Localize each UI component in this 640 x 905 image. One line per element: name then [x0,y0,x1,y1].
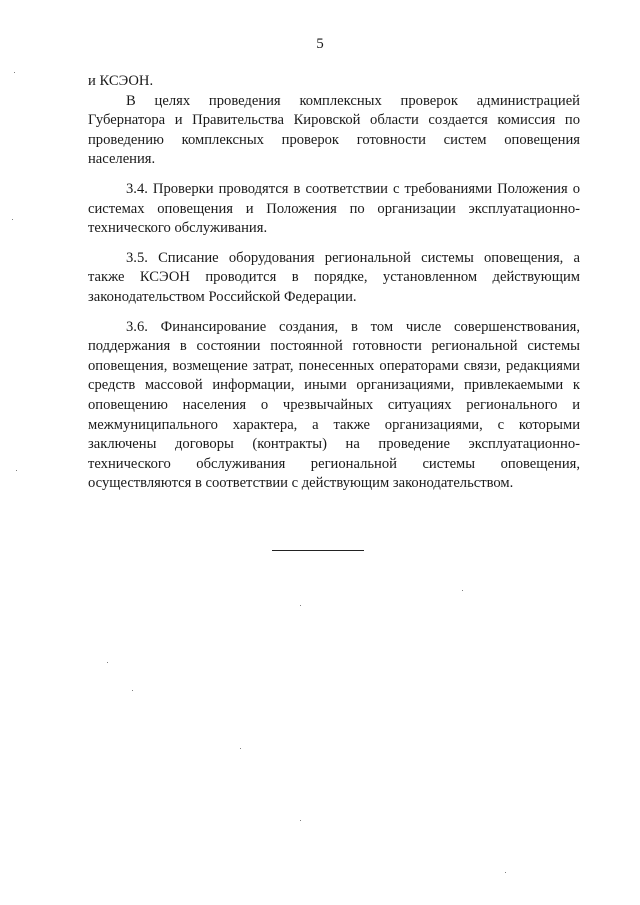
end-of-text-rule [272,550,364,551]
document-body [88,72,580,494]
paragraph-3-4: 3.4. Проверки проводятся в соответствии с требованиями Положения о системах оповещения и Положения по организации эксплуатационно-технического обслуживания. [88,180,580,237]
scan-speck [505,872,506,873]
scan-speck [16,470,17,471]
scan-speck [14,72,15,73]
page-number: 5 [316,36,324,52]
scan-speck [240,748,241,749]
scan-speck [300,820,301,821]
scan-speck [12,219,13,220]
scan-speck [300,605,301,606]
paragraph-3-5: 3.5. Списание оборудования региональной системы оповещения, а также КСЭОН проводится в порядке, установленном действующим законодательством Российской Федерации. [88,249,580,305]
paragraph-continuation: и КСЭОН. [88,73,154,89]
paragraph-3-6: 3.6. Финансирование создания, в том числе совершенствования, поддержания в состоянии постоянной готовности региональной системы оповещения, возмещение затрат, понесенных операторами связи, редакциями средств массовой информации, иными организациями, привлекаемыми к оповещению населения о чрезвычайных ситуациях регионального и межмуниципального характера, а также организациями, с которыми заключены договоры (контракты) на проведение эксплуатационно-технического обслуживания региональной системы оповещения, осуществляются в соответствии с действующим законодательством. [88,318,580,492]
paragraph-commission: В целях проведения комплексных проверок администрацией Губернатора и Правительства Кировской области создается комиссия по проведению комплексных проверок готовности систем оповещения населения. [88,92,580,168]
scan-speck [132,690,133,691]
scan-speck [462,590,463,591]
scan-speck [107,662,108,663]
